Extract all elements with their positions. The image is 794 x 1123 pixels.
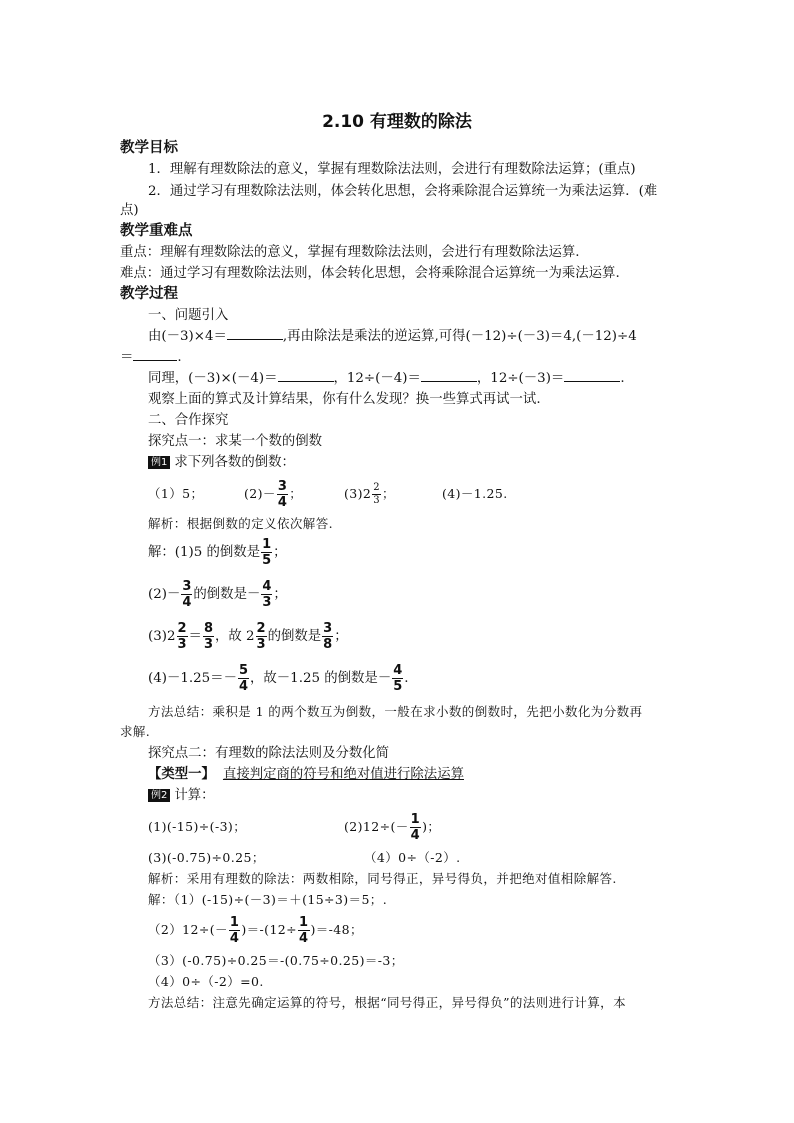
goal-item-2-cont: 点)	[120, 203, 139, 218]
example-1-summary-cont: 求解.	[120, 724, 151, 739]
goal-item-2: 2．通过学习有理数除法法则，体会转化思想，会将乘除混合运算统一为乘法运算．(难	[148, 184, 658, 199]
example-2-solution-2: （2）12÷(－ $\frac{1}{4}$ )＝-(12÷ $\frac{1}{4}$ )＝-48；	[148, 915, 363, 946]
intro-line-3: 同理，(－3)×(－4)＝ ，12÷(－4)＝ ，12÷(－3)＝ .	[148, 371, 625, 386]
example-2-q3: (3)(-0.75)÷0.25；	[148, 850, 265, 865]
example-2-summary: 方法总结：注意先确定运算的符号，根据“同号得正，异号得负”的法则进行计算，本	[148, 995, 626, 1010]
example-1-answer-2: (2)－ $\frac{3}{4}$ 的倒数是－ $\frac{4}{3}$ ；	[148, 579, 287, 610]
fraction: $\frac{4}{5}$	[393, 663, 403, 694]
fraction: $\frac{2}{3}$	[256, 621, 266, 652]
fraction: $\frac{1}{5}$	[262, 537, 272, 568]
section-explore: 二、合作探究	[148, 413, 229, 428]
example-1-answer-3: (3)2 $\frac{2}{3}$ ＝ $\frac{8}{3}$ ，故 2 $\frac{2}{3}$ 的倒数是 $\frac{3}{8}$ ；	[148, 621, 348, 652]
example-1-summary: 方法总结：乘积是 1 的两个数互为倒数，一般在求小数的倒数时，先把小数化为分数再	[148, 704, 643, 719]
goals-heading: 教学目标	[120, 140, 178, 156]
answer-blank[interactable]	[133, 348, 177, 361]
example-1-item-4: (4)－1.25.	[442, 486, 508, 501]
fraction: $\frac{3}{8}$	[323, 621, 333, 652]
explore-point-2: 探究点二：有理数的除法法则及分数化简	[148, 746, 390, 761]
section-intro: 一、问题引入	[148, 308, 229, 323]
page-title: 2.10 有理数的除法	[322, 112, 472, 132]
example-1-item-2: (2)－ $\frac{3}{4}$ ；	[244, 479, 303, 510]
goal-item-1: 1．理解有理数除法的意义，掌握有理数除法法则，会进行有理数除法运算；(重点)	[148, 162, 636, 177]
fraction: $\frac{8}{3}$	[203, 621, 213, 652]
difficult-point: 难点：通过学习有理数除法法则，体会转化思想，会将乘除混合运算统一为乘法运算.	[120, 266, 620, 281]
example-2-prompt: 例2 计算：	[148, 786, 215, 806]
fraction: $\frac{2}{3}$	[373, 482, 381, 506]
example-2-q2: (2)12÷(－ $\frac{1}{4}$ )；	[344, 812, 441, 843]
example-2-q1: (1)(-15)÷(-3)；	[148, 819, 247, 834]
fraction: $\frac{1}{4}$	[299, 915, 309, 946]
example-2-analysis: 解析：采用有理数的除法：两数相除，同号得正，异号得负，并把绝对值相除解答.	[148, 871, 617, 886]
keypoints-heading: 教学重难点	[120, 223, 193, 239]
example-1-answer-4: (4)－1.25＝－ $\frac{5}{4}$ ，故－1.25 的倒数是－ $\frac{4}{5}$ .	[148, 663, 409, 694]
fraction: $\frac{2}{3}$	[177, 621, 187, 652]
process-heading: 教学过程	[120, 286, 178, 302]
key-point: 重点：理解有理数除法的意义，掌握有理数除法法则，会进行有理数除法运算.	[120, 245, 580, 260]
explore-point-1: 探究点一：求某一个数的倒数	[148, 434, 323, 449]
intro-line-4: 观察上面的算式及计算结果，你有什么发现？换一些算式再试一试.	[148, 392, 541, 407]
example-2-solution-1: 解：（1）(-15)÷(－3)＝＋(15÷3)＝5；.	[148, 892, 388, 907]
answer-blank[interactable]	[564, 369, 620, 382]
example-2-solution-3: （3）(-0.75)÷0.25＝-(0.75÷0.25)＝-3；	[148, 953, 404, 968]
fraction: $\frac{3}{4}$	[277, 479, 288, 510]
fraction: $\frac{3}{4}$	[182, 579, 192, 610]
answer-blank[interactable]	[421, 369, 477, 382]
example-1-item-1: （1）5；	[148, 486, 204, 501]
example-badge: 例2	[148, 789, 170, 802]
fraction: $\frac{1}{4}$	[229, 915, 240, 946]
answer-blank[interactable]	[227, 327, 283, 340]
example-1-item-3: (3)2 $\frac{2}{3}$ ；	[344, 482, 395, 506]
example-1-prompt: 例1 求下列各数的倒数：	[148, 453, 295, 473]
example-1-analysis: 解析：根据倒数的定义依次解答.	[148, 516, 333, 531]
example-badge: 例1	[148, 456, 170, 469]
example-2-solution-4: （4）0÷（-2）=0.	[148, 974, 264, 989]
intro-line-2: ＝ .	[120, 350, 182, 365]
intro-line-1: 由(－3)×4＝ ,再由除法是乘法的逆运算,可得(－12)÷(－3)＝4,(－12)÷4	[148, 329, 637, 344]
fraction: $\frac{4}{3}$	[262, 579, 272, 610]
fraction: $\frac{1}{4}$	[410, 812, 421, 843]
answer-blank[interactable]	[278, 369, 334, 382]
fraction: $\frac{5}{4}$	[238, 663, 249, 694]
example-2-q4: （4）0÷（-2）.	[364, 850, 461, 865]
example-1-answer-1: 解：(1)5 的倒数是 $\frac{1}{5}$ ；	[148, 537, 287, 568]
type-1-heading: 【类型一】 直接判定商的符号和绝对值进行除法运算	[148, 767, 464, 782]
